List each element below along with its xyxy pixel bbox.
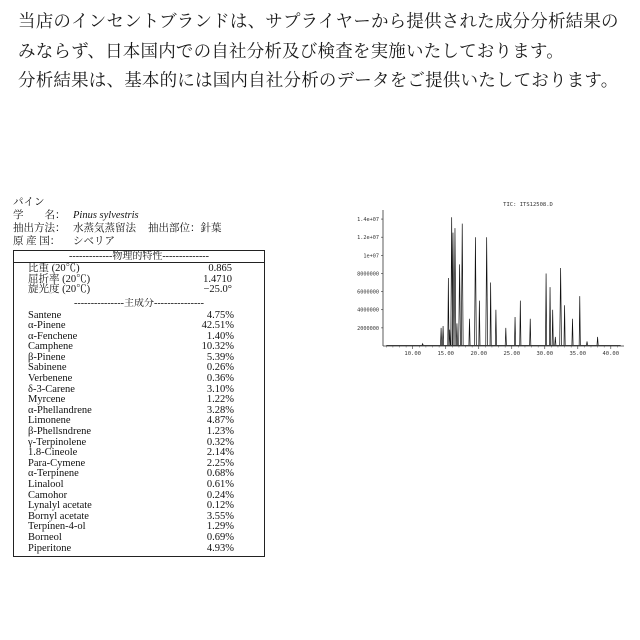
property-row-value: 0.865: [208, 263, 232, 274]
x-tick-label: 40.00: [602, 351, 620, 356]
component-row-name: Camohor: [28, 489, 68, 501]
components-list: [14, 309, 264, 557]
sheet-title: パイン: [13, 197, 45, 208]
component-row-value: 1.29%: [206, 521, 234, 533]
scientific-name-row: [13, 209, 265, 222]
x-tick-label: 20.00: [470, 351, 488, 356]
component-row-value: 1.23%: [206, 426, 234, 438]
chromatogram-peak: [549, 287, 550, 345]
chromatogram-peak: [469, 319, 470, 345]
component-row-value: 1.22%: [206, 394, 234, 406]
chromatogram-peak: [552, 310, 553, 346]
component-row-value: 5.39%: [206, 351, 234, 363]
property-row-value: 1.4710: [203, 273, 232, 285]
chromatogram-peak: [449, 330, 450, 346]
component-row-value: 3.10%: [206, 383, 234, 395]
x-tick-label: 35.00: [569, 351, 587, 356]
property-row-value: −25.0°: [203, 284, 232, 295]
analysis-sheet: [13, 196, 265, 557]
y-tick-label: 2000000: [357, 325, 379, 332]
component-row-value: 0.12%: [206, 500, 234, 512]
analysis-table: [13, 250, 265, 557]
sheet-meta: [13, 196, 265, 248]
chromatogram-peak: [586, 341, 587, 345]
physical-properties-header: -------------物理的特性--------------: [14, 251, 264, 263]
component-row-value: 0.36%: [206, 373, 234, 385]
component-row-value: 0.61%: [206, 479, 234, 490]
component-row-name: α-Pinene: [28, 320, 66, 332]
chromatogram-peak: [530, 319, 531, 345]
chromatogram-peak: [454, 228, 456, 345]
component-row-name: δ-3-Carene: [28, 383, 75, 395]
chromatogram-peak: [456, 323, 457, 345]
part-value: 針葉: [200, 223, 222, 234]
property-row-name: 比重 (20℃): [28, 263, 80, 274]
x-tick-label: 25.00: [503, 351, 521, 356]
y-tick-label: 6000000: [357, 289, 379, 296]
component-row-name: Myrcene: [28, 394, 66, 406]
component-row-name: Camphene: [28, 341, 73, 353]
origin-value: シベリア: [73, 236, 115, 247]
chromatogram-peak: [560, 268, 562, 345]
y-tick-label: 8000000: [357, 271, 379, 278]
component-row-value: 0.26%: [206, 362, 234, 374]
property-row: [14, 264, 264, 275]
method-value: 水蒸気蒸留法: [73, 223, 136, 234]
component-row-value: 42.51%: [201, 320, 234, 332]
component-row-value: 4.87%: [206, 415, 234, 427]
component-row-name: Bornyl acetate: [28, 510, 89, 522]
chromatogram-peak: [495, 310, 496, 346]
component-row-name: β-Phellsndrene: [28, 426, 92, 438]
physical-properties: [14, 263, 264, 298]
chromatogram-peak: [490, 283, 491, 346]
property-row: [14, 285, 264, 296]
intro-paragraph-2: 分析結果は、基本的には国内自社分析のデータをご提供いたしております。: [18, 71, 619, 91]
component-row-name: Para-Cymene: [28, 457, 86, 469]
chromatogram-peak: [579, 296, 580, 345]
scientific-name-label: 学 名：: [13, 210, 66, 221]
chart-title: TIC: ITS12508.D: [503, 202, 553, 208]
property-row-name: 旋光度 (20℃): [28, 284, 91, 295]
component-row: [14, 544, 264, 555]
component-row-value: 10.32%: [201, 341, 234, 353]
component-row-name: Piperitone: [28, 542, 72, 554]
component-row: [14, 480, 264, 491]
chromatogram-peak: [459, 264, 461, 345]
chromatogram-peak: [564, 305, 565, 345]
chromatogram-peak: [452, 233, 454, 346]
intro-paragraph-1: 当店のインセントブランドは、サプライヤーから提供された成分分析結果のみならず、日本国内での自社分析及び検査を実施いたしております。: [18, 12, 619, 62]
component-row-name: Limonene: [28, 415, 71, 427]
component-row-name: Lynalyl acetate: [28, 500, 92, 512]
chromatogram-peak: [461, 224, 463, 346]
y-tick-label: 1.2e+07: [357, 235, 379, 242]
component-row-value: 0.24%: [206, 489, 234, 501]
chromatogram-peak: [505, 328, 506, 345]
component-row-value: 4.75%: [206, 309, 234, 321]
x-tick-label: 10.00: [404, 351, 421, 356]
chromatogram-peak: [475, 237, 477, 345]
chromatogram-peak: [479, 301, 480, 346]
component-row-value: 0.69%: [206, 531, 234, 543]
x-tick-label: 30.00: [536, 351, 554, 356]
component-row-value: 3.55%: [206, 510, 234, 522]
y-tick-label: 1.4e+07: [357, 217, 379, 224]
component-row-value: 4.93%: [206, 542, 234, 554]
intro-text: [18, 8, 622, 97]
component-row-name: Sabinene: [28, 362, 67, 374]
component-row-name: Verbenene: [28, 373, 73, 385]
component-row-name: Linalool: [28, 479, 64, 490]
component-row-name: β-Pinene: [28, 351, 66, 363]
chromatogram: [328, 196, 628, 356]
origin-row: [13, 235, 265, 248]
component-row-name: α-Phellandrene: [28, 404, 92, 416]
chromatogram-peak: [442, 326, 443, 345]
chromatogram-peak: [448, 278, 449, 345]
component-row-value: 2.25%: [206, 457, 234, 469]
method-row: [13, 222, 265, 235]
method-label: 抽出方法：: [13, 223, 66, 234]
component-row-value: 0.68%: [206, 468, 234, 480]
chromatogram-peak: [545, 273, 546, 345]
y-tick-label: 1e+07: [363, 253, 379, 260]
property-row-name: 屈折率 (20℃): [28, 273, 91, 285]
components-header: ---------------主成分---------------: [74, 297, 204, 309]
component-row-name: γ-Terpinolene: [28, 436, 87, 448]
scientific-name: Pinus sylvestris: [73, 210, 139, 221]
chromatogram-peak: [514, 317, 515, 345]
chromatogram-peak: [486, 237, 488, 345]
component-row-name: Santene: [28, 309, 62, 321]
chromatogram-peak: [597, 337, 598, 345]
chromatogram-peak: [441, 328, 442, 345]
component-row-name: Borneol: [28, 531, 62, 543]
component-row: [14, 533, 264, 544]
component-row-value: 0.32%: [206, 436, 234, 448]
chromatogram-peak: [555, 337, 556, 345]
chromatogram-svg: [328, 196, 628, 356]
component-row-name: Terpinen-4-ol: [28, 521, 86, 533]
component-row-name: α-Fenchene: [28, 330, 78, 342]
x-tick-label: 15.00: [437, 351, 455, 356]
component-row-name: 1.8-Cineole: [28, 447, 78, 459]
chromatogram-peak: [520, 301, 521, 346]
origin-label: 原 産 国：: [13, 236, 61, 247]
part-label: 抽出部位：: [148, 223, 201, 234]
y-tick-label: 4000000: [357, 307, 379, 314]
component-row-value: 2.14%: [206, 447, 234, 459]
component-row-value: 1.40%: [206, 330, 234, 342]
component-row-name: α-Terpinene: [28, 468, 79, 480]
chromatogram-peak: [572, 319, 573, 345]
component-row-value: 3.28%: [206, 404, 234, 416]
